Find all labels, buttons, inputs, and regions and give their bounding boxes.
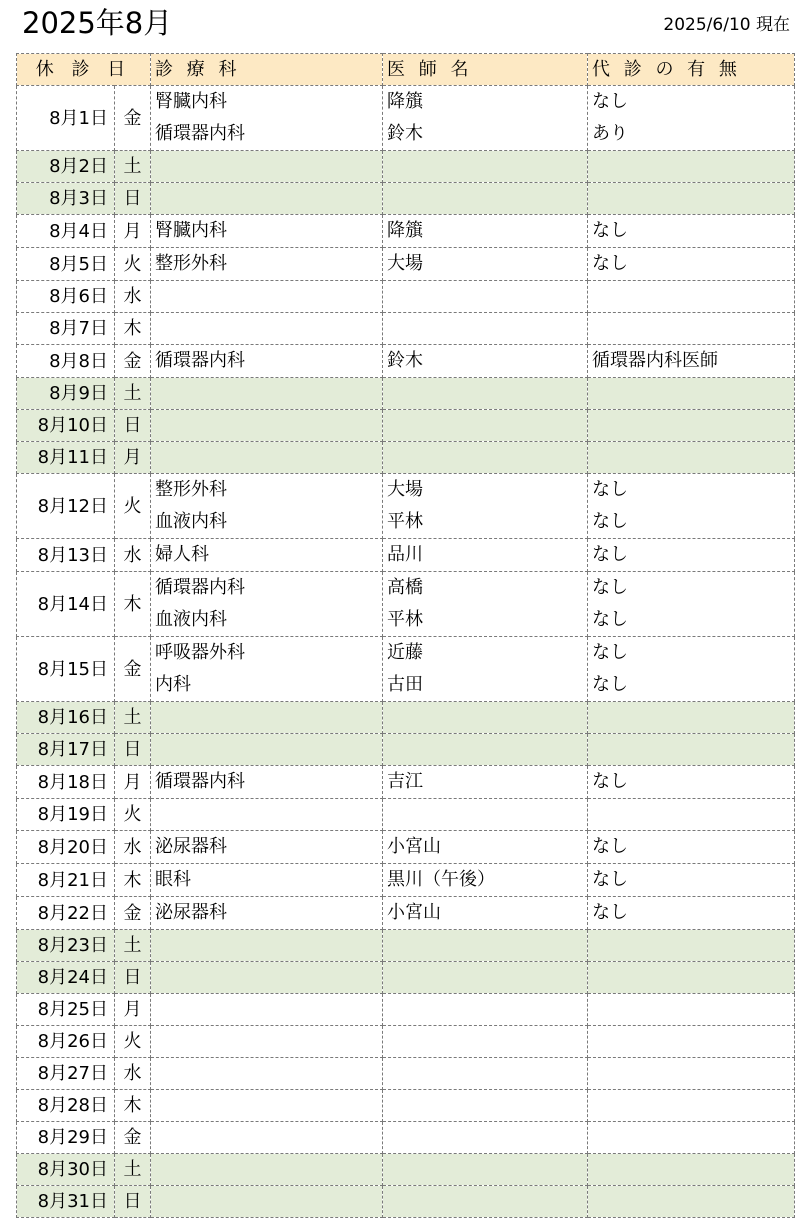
doctor-cell [383,572,588,637]
doctor-cell [383,442,588,474]
substitute-cell [588,539,795,572]
page-title: 2025年8月 [22,6,173,40]
department-cell [151,734,383,766]
doctor-cell [383,1186,588,1218]
doctor-cell [383,345,588,378]
day-of-week: 月 [115,215,151,248]
day-of-week: 木 [115,864,151,897]
doctor-value: 平林 [387,511,424,532]
doctor-cell [383,994,588,1026]
department-cell [151,702,383,734]
closed-date: 8月27日 [17,1058,115,1090]
doctor-cell [383,962,588,994]
day-of-week: 日 [115,962,151,994]
closed-date: 8月15日 [17,637,115,702]
doctor-value: 降籏 [387,91,424,112]
header-doctor: 医 師 名 [383,54,588,86]
substitute-cell [588,1122,795,1154]
day-of-week: 月 [115,442,151,474]
department-cell [151,86,383,151]
day-of-week: 土 [115,930,151,962]
department-cell [151,215,383,248]
doctor-cell [383,831,588,864]
day-of-week: 水 [115,539,151,572]
doctor-value: 古田 [387,674,424,695]
table-row [17,572,795,637]
department-cell [151,248,383,281]
substitute-value: なし [592,902,629,923]
substitute-cell [588,994,795,1026]
closed-date: 8月3日 [17,183,115,215]
department-cell [151,474,383,539]
closure-schedule-table [16,53,795,1218]
department-cell [151,345,383,378]
closed-date: 8月4日 [17,215,115,248]
closed-date: 8月18日 [17,766,115,799]
doctor-value: 平林 [387,609,424,630]
table-row [17,281,795,313]
table-row [17,766,795,799]
day-of-week: 金 [115,1122,151,1154]
table-row [17,734,795,766]
substitute-cell [588,831,795,864]
closed-date: 8月30日 [17,1154,115,1186]
closed-date: 8月24日 [17,962,115,994]
closed-date: 8月6日 [17,281,115,313]
doctor-cell [383,799,588,831]
header-department: 診 療 科 [151,54,383,86]
doctor-cell [383,86,588,151]
table-row [17,1058,795,1090]
doctor-cell [383,702,588,734]
department-cell [151,183,383,215]
substitute-value: なし [592,253,629,274]
doctor-value: 小宮山 [387,836,442,857]
substitute-cell [588,1026,795,1058]
table-row [17,183,795,215]
table-row [17,86,795,151]
department-value: 泌尿器科 [155,902,228,923]
substitute-cell [588,410,795,442]
doctor-value: 降籏 [387,220,424,241]
doctor-cell [383,930,588,962]
closed-date: 8月14日 [17,572,115,637]
table-row [17,345,795,378]
substitute-value: なし [592,577,629,598]
closed-date: 8月16日 [17,702,115,734]
substitute-cell [588,378,795,410]
department-cell [151,151,383,183]
substitute-cell [588,86,795,151]
day-of-week: 火 [115,248,151,281]
closed-date: 8月28日 [17,1090,115,1122]
department-value: 循環器内科 [155,577,246,598]
day-of-week: 日 [115,183,151,215]
substitute-value: なし [592,836,629,857]
doctor-value: 大場 [387,253,424,274]
table-row [17,799,795,831]
substitute-value: なし [592,511,629,532]
doctor-cell [383,1122,588,1154]
substitute-cell [588,1186,795,1218]
department-cell [151,766,383,799]
doctor-cell [383,897,588,930]
department-cell [151,1154,383,1186]
table-row [17,637,795,702]
table-body [17,86,795,1218]
day-of-week: 土 [115,1154,151,1186]
doctor-value: 吉江 [387,771,424,792]
substitute-value: なし [592,220,629,241]
substitute-value: あり [592,123,629,144]
day-of-week: 土 [115,378,151,410]
day-of-week: 金 [115,637,151,702]
doctor-value: 黒川（午後） [387,869,496,890]
department-cell [151,962,383,994]
day-of-week: 木 [115,572,151,637]
substitute-value: なし [592,642,629,663]
table-row [17,1186,795,1218]
substitute-cell [588,930,795,962]
closed-date: 8月20日 [17,831,115,864]
doctor-cell [383,474,588,539]
substitute-cell [588,215,795,248]
substitute-value: なし [592,674,629,695]
department-cell [151,930,383,962]
closed-date: 8月1日 [17,86,115,151]
substitute-cell [588,962,795,994]
day-of-week: 土 [115,702,151,734]
department-cell [151,1058,383,1090]
department-cell [151,1186,383,1218]
table-row [17,1122,795,1154]
department-cell [151,994,383,1026]
closed-date: 8月23日 [17,930,115,962]
substitute-cell [588,151,795,183]
closed-date: 8月29日 [17,1122,115,1154]
day-of-week: 日 [115,410,151,442]
doctor-value: 近藤 [387,642,424,663]
doctor-value: 小宮山 [387,902,442,923]
department-cell [151,572,383,637]
day-of-week: 日 [115,1186,151,1218]
department-cell [151,378,383,410]
table-row [17,1026,795,1058]
table-row [17,1090,795,1122]
closed-date: 8月13日 [17,539,115,572]
substitute-value: なし [592,609,629,630]
department-value: 循環器内科 [155,771,246,792]
table-row [17,474,795,539]
substitute-cell [588,1154,795,1186]
doctor-cell [383,734,588,766]
table-row [17,994,795,1026]
substitute-value: なし [592,479,629,500]
as-of-date: 2025/6/10 現在 [663,15,790,35]
substitute-cell [588,766,795,799]
substitute-cell [588,1090,795,1122]
closed-date: 8月31日 [17,1186,115,1218]
closed-date: 8月19日 [17,799,115,831]
day-of-week: 木 [115,313,151,345]
substitute-cell [588,702,795,734]
department-cell [151,637,383,702]
substitute-value: なし [592,91,629,112]
department-value: 整形外科 [155,253,228,274]
doctor-cell [383,539,588,572]
closed-date: 8月5日 [17,248,115,281]
substitute-cell [588,442,795,474]
doctor-cell [383,215,588,248]
table-row [17,215,795,248]
closed-date: 8月2日 [17,151,115,183]
substitute-cell [588,897,795,930]
table-row [17,1154,795,1186]
doctor-value: 品川 [387,544,424,565]
substitute-cell [588,474,795,539]
day-of-week: 火 [115,799,151,831]
doctor-cell [383,313,588,345]
doctor-cell [383,766,588,799]
table-row [17,962,795,994]
table-row [17,897,795,930]
day-of-week: 金 [115,897,151,930]
closed-date: 8月7日 [17,313,115,345]
substitute-cell [588,313,795,345]
table-row [17,378,795,410]
substitute-cell [588,572,795,637]
substitute-cell [588,734,795,766]
closed-date: 8月8日 [17,345,115,378]
doctor-cell [383,410,588,442]
doctor-cell [383,1058,588,1090]
closed-date: 8月11日 [17,442,115,474]
department-value: 腎臓内科 [155,91,228,112]
substitute-cell [588,637,795,702]
department-cell [151,864,383,897]
substitute-cell [588,1058,795,1090]
day-of-week: 土 [115,151,151,183]
header-closed-day: 休 診 日 [17,54,151,86]
closed-date: 8月10日 [17,410,115,442]
substitute-value: なし [592,771,629,792]
doctor-value: 鈴木 [387,350,424,371]
substitute-cell [588,864,795,897]
day-of-week: 水 [115,831,151,864]
department-value: 腎臓内科 [155,220,228,241]
substitute-cell [588,345,795,378]
department-value: 整形外科 [155,479,228,500]
table-row [17,151,795,183]
department-cell [151,313,383,345]
department-value: 循環器内科 [155,123,246,144]
substitute-value: なし [592,869,629,890]
table-row [17,831,795,864]
doctor-cell [383,864,588,897]
doctor-value: 高橋 [387,577,424,598]
day-of-week: 火 [115,1026,151,1058]
doctor-value: 鈴木 [387,123,424,144]
header-substitute: 代 診 の 有 無 [588,54,795,86]
day-of-week: 月 [115,766,151,799]
substitute-value: なし [592,544,629,565]
department-value: 血液内科 [155,511,228,532]
day-of-week: 金 [115,86,151,151]
substitute-cell [588,248,795,281]
table-header-row [17,54,795,86]
closed-date: 8月17日 [17,734,115,766]
day-of-week: 日 [115,734,151,766]
day-of-week: 金 [115,345,151,378]
doctor-cell [383,281,588,313]
doctor-cell [383,378,588,410]
department-cell [151,1090,383,1122]
department-cell [151,539,383,572]
table-row [17,864,795,897]
doctor-cell [383,1154,588,1186]
doctor-cell [383,183,588,215]
day-of-week: 月 [115,994,151,1026]
doctor-cell [383,637,588,702]
closed-date: 8月25日 [17,994,115,1026]
day-of-week: 水 [115,1058,151,1090]
closed-date: 8月9日 [17,378,115,410]
closed-date: 8月26日 [17,1026,115,1058]
department-cell [151,897,383,930]
substitute-cell [588,183,795,215]
table-row [17,248,795,281]
department-value: 循環器内科 [155,350,246,371]
closed-date: 8月21日 [17,864,115,897]
day-of-week: 木 [115,1090,151,1122]
substitute-cell [588,799,795,831]
department-cell [151,799,383,831]
department-cell [151,442,383,474]
day-of-week: 火 [115,474,151,539]
doctor-cell [383,1026,588,1058]
closed-date: 8月22日 [17,897,115,930]
department-value: 呼吸器外科 [155,642,246,663]
substitute-cell [588,281,795,313]
table-row [17,930,795,962]
department-value: 眼科 [155,869,192,890]
doctor-cell [383,151,588,183]
department-cell [151,1122,383,1154]
doctor-value: 大場 [387,479,424,500]
doctor-cell [383,248,588,281]
table-row [17,313,795,345]
closed-date: 8月12日 [17,474,115,539]
table-row [17,702,795,734]
table-row [17,539,795,572]
department-cell [151,831,383,864]
department-value: 血液内科 [155,609,228,630]
department-cell [151,410,383,442]
table-row [17,410,795,442]
day-of-week: 水 [115,281,151,313]
department-value: 婦人科 [155,544,210,565]
doctor-cell [383,1090,588,1122]
department-cell [151,281,383,313]
department-cell [151,1026,383,1058]
table-row [17,442,795,474]
department-value: 泌尿器科 [155,836,228,857]
substitute-value: 循環器内科医師 [592,350,719,371]
department-value: 内科 [155,674,192,695]
